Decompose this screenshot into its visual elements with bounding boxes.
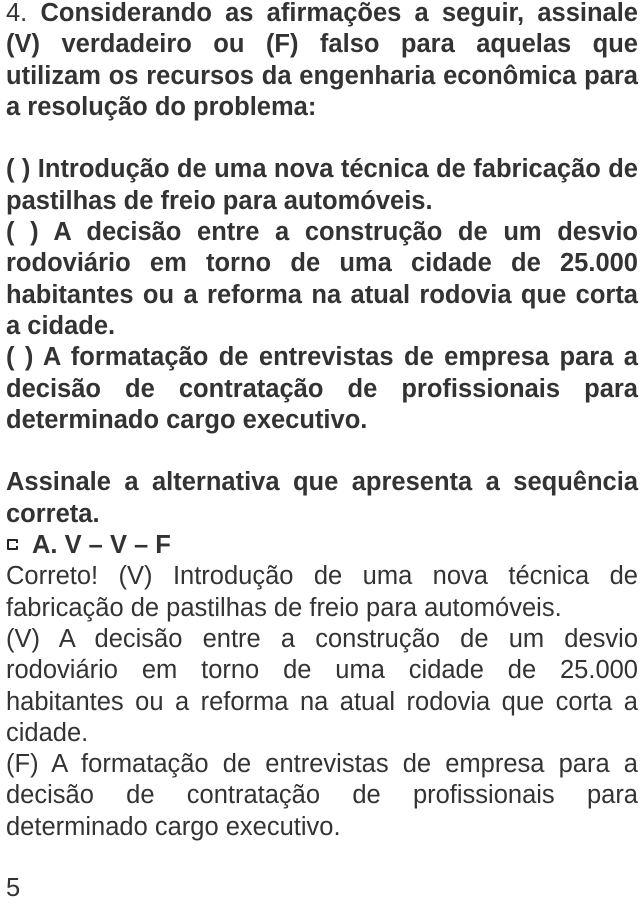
feedback-line-3: (F) A formatação de entrevistas de empresa para a decisão de contratação de profissionais para determinado cargo executivo. (6, 750, 638, 841)
answer-option-a[interactable] (6, 530, 638, 561)
statement-2: ( ) A decisão entre a construção de um desvio rodoviário em torno de uma cidade de 25.000 habitantes ou a reforma na atual rodovia que corta a cidade. (6, 218, 638, 340)
question-number: 4. (6, 0, 28, 27)
spacer (6, 123, 638, 154)
statement-1: ( ) Introdução de uma nova técnica de fabricação de pastilhas de freio para automóveis. (6, 155, 638, 215)
spacer (6, 436, 638, 467)
feedback-line-1: Correto! (V) Introdução de uma nova técnica de fabricação de pastilhas de freio para automóveis. (6, 562, 638, 622)
question-prompt (6, 0, 638, 123)
radio-selected-icon[interactable] (7, 539, 18, 550)
next-question-number: 5 (6, 874, 21, 902)
question-instruction: Assinale a alternativa que apresenta a sequência correta. (6, 468, 638, 528)
document-body (6, 0, 638, 843)
answer-option-label: A. V – V – F (32, 531, 171, 560)
feedback-line-2: (V) A decisão entre a construção de um desvio rodoviário em torno de uma cidade de 25.000 habitantes ou a reforma na atual rodovia que corta a cidade. (6, 624, 638, 747)
question-text: Considerando as afirmações a seguir, assinale (V) verdadeiro ou (F) falso para aquelas que utilizam os recursos da engenharia econômica para a resolução do problema: (6, 0, 638, 121)
statement-3: ( ) A formatação de entrevistas de empresa para a decisão de contratação de profissionais para determinado cargo executivo. (6, 343, 638, 434)
